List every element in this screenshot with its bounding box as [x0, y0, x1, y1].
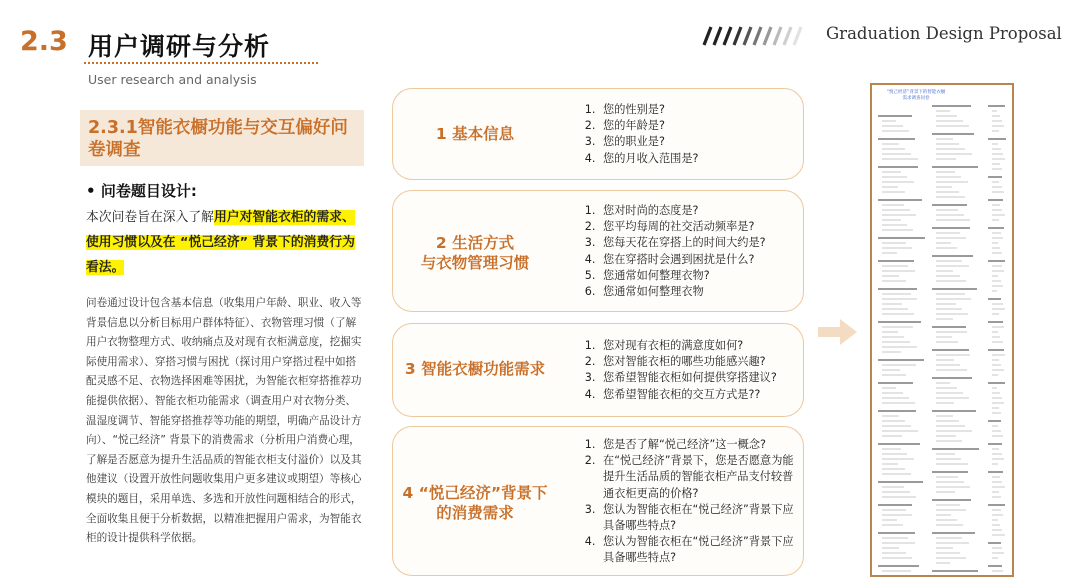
card-title: 2 生活方式 与衣物管理习惯 [420, 234, 530, 272]
question-item: 6. 您通常如何整理衣物 [599, 284, 766, 300]
thumbnail-column [988, 99, 1006, 577]
question-item: 4. 您认为智能衣柜在“悦己经济”背景下应具备哪些特点? [599, 534, 795, 566]
question-item: 3. 您的职业是? [599, 134, 698, 150]
card-title: 4 “悦己经济”背景下 的消费需求 [402, 484, 548, 522]
question-item: 4. 您的月收入范围是? [599, 151, 698, 167]
question-list [579, 203, 766, 300]
card-title: 3 智能衣橱功能需求 [404, 360, 546, 378]
intro-paragraph: 本次问卷旨在深入了解用户对智能衣柜的需求、使用习惯以及在 “悦己经济” 背景下的消费行为看法。 [86, 210, 355, 275]
thumbnail-column [932, 99, 980, 577]
card-title: 1 基本信息 [435, 125, 515, 143]
slash-stripes-icon [698, 26, 808, 46]
question-item: 4. 您在穿搭时会遇到困扰是什么? [599, 252, 766, 268]
question-item: 4. 您希望智能衣柜的交互方式是?? [599, 387, 777, 403]
bullet-dot-icon: • [86, 182, 101, 200]
question-item: 3. 您每天花在穿搭上的时间大约是? [599, 235, 766, 251]
arrow-right-icon [818, 318, 858, 346]
question-list [579, 102, 698, 167]
question-item: 3. 您希望智能衣柜如何提供穿搭建议? [599, 370, 777, 386]
card-basic-info [392, 88, 804, 180]
section-number: 2.3 [20, 26, 68, 57]
question-list [579, 437, 795, 567]
question-item: 2. 您平均每周的社交活动频率是? [599, 219, 766, 235]
thumbnail-title: “悦己经济”背景下的智能衣橱需求调查问卷 [886, 90, 946, 101]
question-item: 2. 在“悦己经济”背景下，您是否愿意为能提升生活品质的智能衣柜产品支付较普通衣柜更高的价格? [599, 453, 795, 502]
section-title: 用户调研与分析 [88, 32, 271, 61]
bullet-heading: • 问卷题目设计: [86, 182, 197, 200]
thumbnail-column [878, 109, 926, 577]
questionnaire-thumbnail [870, 83, 1014, 577]
card-function-needs [392, 323, 804, 417]
body-paragraph: 问卷通过设计包含基本信息（收集用户年龄、职业、收入等背景信息以分析目标用户群体特征）、衣物管理习惯（了解用户衣物整理方式、收纳痛点及对现有衣柜满意度，挖掘实际使用需求）、穿搭习惯与困扰（探讨用户穿搭过程中如搭配灵感不足、衣物选择困难等困扰，为智能衣柜穿搭推荐功能提供依据）、智能衣柜功能需求（调查用户对衣物分类、温湿度调节、智能穿搭推荐等功能的期望，明确产品设计方向）、“悦己经济” 背景下的消费需求（分析用户消费心理，了解是否愿意为提升生活品质的智能衣柜支付溢价）以及其他建议（设置开放性问题收集用户更多建议或期望）等核心模块的题目，采用单选、多选和开放性问题相结合的形式，全面收集且便于分析数据，以精准把握用户需求，为智能衣柜的设计提供科学依据。 [86, 297, 362, 545]
question-item: 1. 您对时尚的态度是? [599, 203, 766, 219]
question-item: 5. 您通常如何整理衣物? [599, 268, 766, 284]
question-item: 1. 您对现有衣柜的满意度如何? [599, 338, 777, 354]
question-item: 1. 您是否了解“悦己经济”这一概念? [599, 437, 795, 453]
question-item: 3. 您认为智能衣柜在“悦己经济”背景下应具备哪些特点? [599, 502, 795, 534]
question-item: 2. 您对智能衣柜的哪些功能感兴趣? [599, 354, 777, 370]
intro-highlight: 用户对智能衣柜的需求、使用习惯以及在 “悦己经济” 背景下的消费行为看法。 [86, 210, 355, 275]
section-subtitle: User research and analysis [88, 72, 257, 87]
card-consumption-needs [392, 426, 804, 576]
dotted-divider [84, 62, 318, 64]
subheading: 2.3.1智能衣橱功能与交互偏好问卷调查 [88, 118, 348, 160]
proposal-label: Graduation Design Proposal [826, 24, 1062, 43]
question-item: 2. 您的年龄是? [599, 118, 698, 134]
question-item: 1. 您的性别是? [599, 102, 698, 118]
subheading-box [80, 110, 364, 166]
question-list [579, 338, 777, 403]
card-lifestyle [392, 190, 804, 312]
